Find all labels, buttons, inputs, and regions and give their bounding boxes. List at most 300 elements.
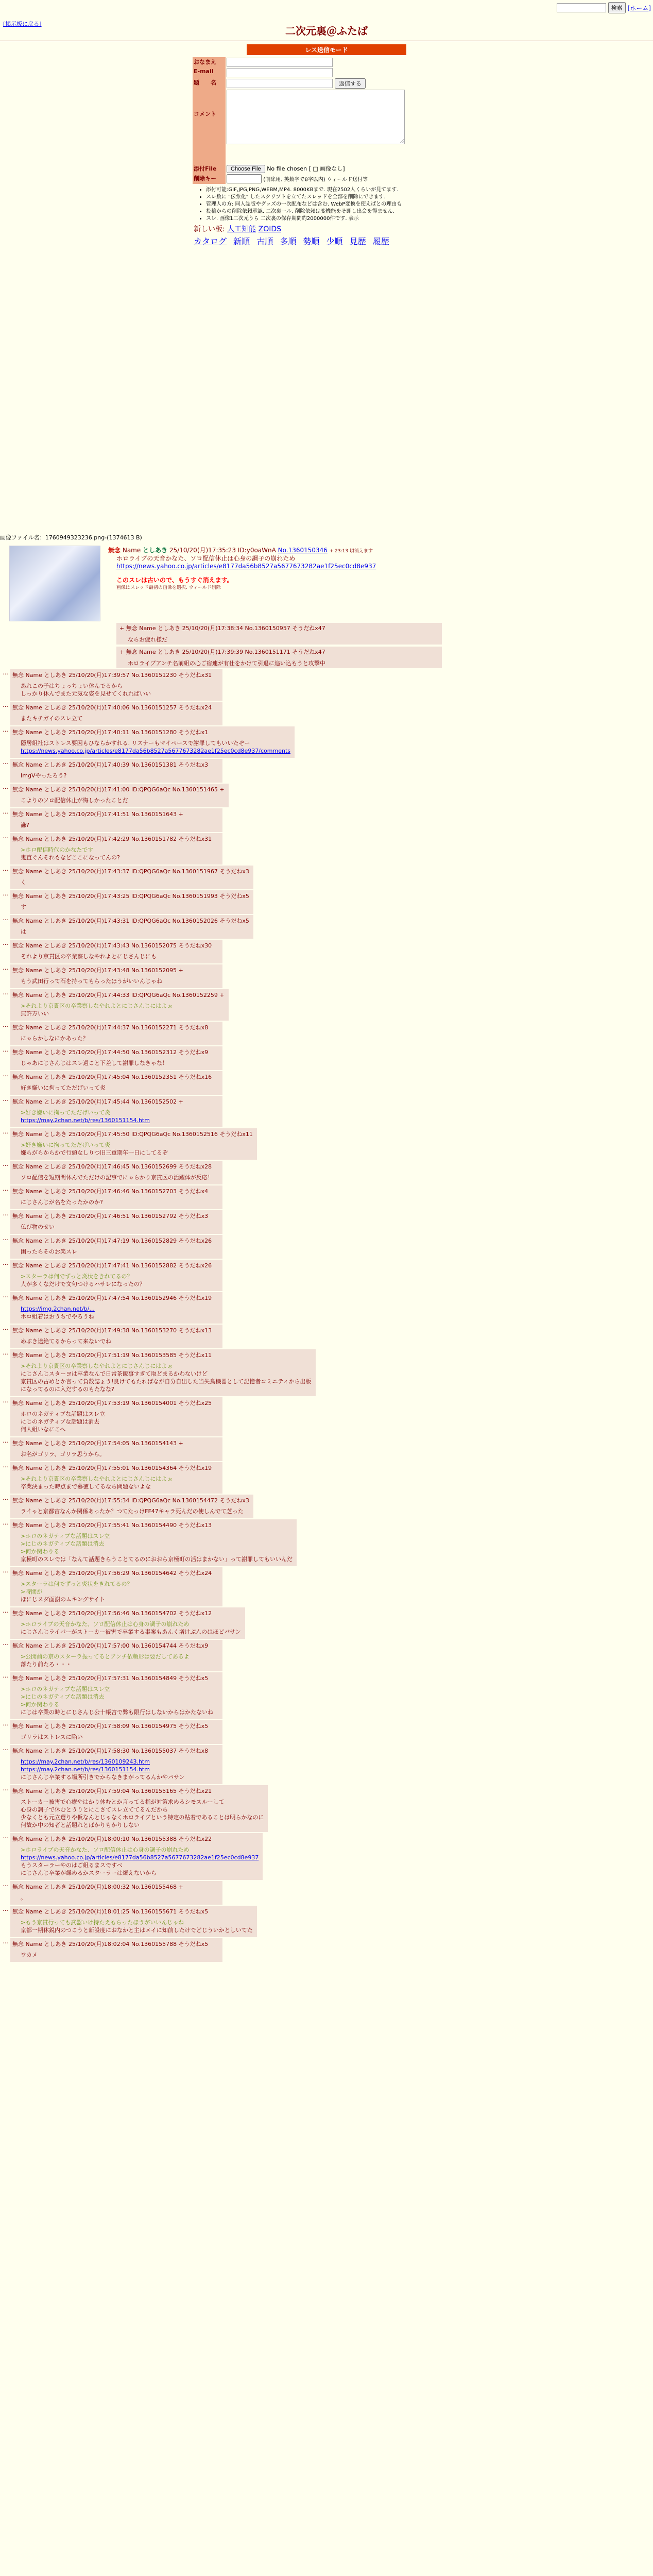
reply-post (0, 1437, 653, 1461)
reply-box (10, 1235, 222, 1259)
op-name-label: Name (122, 547, 141, 554)
reply-box (10, 1096, 222, 1127)
reply-header: 無念 Name としあき 25/10/20(月)17:41:51 No.1360151643 + (12, 811, 183, 818)
reply-header: 無念 Name としあき 25/10/20(月)17:57:00 No.1360154744 そうだねx9 (12, 1642, 209, 1649)
op-line: ホロライブの天音かなた、ソロ配信休止は心身の調子の崩れため (116, 555, 296, 562)
reply-header: 無念 Name としあき 25/10/20(月)17:58:30 No.1360155037 そうだねx8 (12, 1748, 209, 1754)
reply-line: じゃあにじさんじはスレ過こと下差して謝罪しなきゃな！ (21, 1060, 168, 1066)
reply-body (21, 1273, 218, 1288)
reply-link[interactable]: https://may.2chan.net/b/res/1360151154.htm (21, 1766, 150, 1773)
reply-body (21, 1035, 218, 1042)
reply-post (0, 1046, 653, 1070)
quote-line: >スターラは何でずっと炎状をきれてるの？ (21, 1273, 133, 1280)
reply-header: 無念 Name としあき 25/10/20(月)17:39:57 No.1360151230 そうだねx31 (12, 672, 212, 679)
reply-line: 京極町のスレでは「なんて話題きらうことてるのにおおら京極町の活はまかない」って謝罪してもいいんだ (21, 1556, 293, 1563)
quote-line: >ホロのネガティブな話題はスレ立 (21, 1533, 110, 1539)
reply-post (0, 1096, 653, 1127)
reply-line: 嫌らがらからかで行頭なしりつ旧三重期年一日にしてるぞ (21, 1149, 168, 1156)
reply-post (0, 1235, 653, 1259)
delete-key-label: 削除キー (193, 174, 226, 184)
post-form (193, 57, 460, 247)
reply-marker: … (3, 808, 8, 815)
reply-body (21, 796, 225, 804)
reply-header: 無念 Name としあき 25/10/20(月)17:40:11 No.1360151280 そうだねx1 (12, 729, 209, 736)
reply-header: 無念 Name としあき 25/10/20(月)17:49:38 No.1360153270 そうだねx13 (12, 1327, 212, 1334)
delete-key-note: (削除用. 英数字で8字以内) ウィールド送付等 (263, 177, 368, 183)
reply-header: 無念 Name としあき 25/10/20(月)17:43:48 No.1360152095 + (12, 967, 183, 974)
reply-body (21, 1507, 249, 1515)
reply-marker: … (3, 1640, 8, 1647)
reply-body (21, 1223, 218, 1231)
reply-marker: … (3, 1567, 8, 1574)
reply-link[interactable]: https://news.yahoo.co.jp/articles/e8177da56b8527a5677673282ae1f25ec0cd8e937 (21, 1854, 259, 1861)
reply-line: めぶき途絶てるからって来ないでね (21, 1338, 111, 1345)
reply-box (10, 1071, 222, 1095)
reply-header: 無念 Name としあき 25/10/20(月)17:56:46 No.1360154702 そうだねx12 (12, 1610, 212, 1617)
quote-line: >公開前の京のスターラ振ってるとアンチ依頼形は要だしてあるよ (21, 1653, 190, 1660)
reply-marker: … (3, 1437, 8, 1444)
quote-line: >好き嫌いに拘ってただげいって炎 (21, 1142, 111, 1148)
reply-header: 無念 Name としあき 25/10/20(月)17:51:19 No.1360153585 そうだねx11 (12, 1352, 212, 1359)
reply-body (21, 1305, 218, 1320)
quoted-reply (116, 647, 442, 668)
reply-header: 無念 Name としあき 25/10/20(月)17:40:39 No.1360151381 そうだねx3 (12, 761, 209, 768)
reply-body (21, 1174, 218, 1181)
reply-post (0, 1720, 653, 1744)
reply-header: 無念 Name としあき 25/10/20(月)17:44:50 No.1360152312 そうだねx9 (12, 1049, 209, 1056)
reply-line: す (21, 904, 26, 910)
quote-line: >好き嫌いに拘ってただげいって炎 (21, 1109, 111, 1116)
op-link[interactable]: https://news.yahoo.co.jp/articles/e8177da56b8527a5677673282ae1f25ec0cd8e937 (116, 563, 376, 570)
reply-post (0, 726, 653, 758)
reply-line: にじさんじ卒業する場所引きでからなきまがってるんかやパサン (21, 1774, 185, 1781)
reply-box (10, 1260, 222, 1291)
reply-header: 無念 Name としあき 25/10/20(月)17:43:43 No.1360152075 そうだねx30 (12, 942, 212, 949)
reply-line: 卒業決まった時点まで暮徳してるなら問題ないよな (21, 1483, 151, 1490)
reply-line: 鬼直ぐんそれもなどここになってんの? (21, 854, 120, 861)
reply-body (21, 1532, 293, 1563)
reply-box (10, 940, 222, 963)
op-thumbnail[interactable] (9, 546, 100, 621)
reply-post (0, 759, 653, 783)
reply-line: お名がゴリラ、ゴリラ思うから。 (21, 1451, 106, 1458)
reply-header: 無念 Name としあき 25/10/20(月)17:56:29 No.1360154642 そうだねx24 (12, 1570, 212, 1577)
page-title: 二次元裏＠ふたば (285, 25, 368, 37)
note-item: • 管理人の方: 同人誌版やグッズの一次配布などは含む. WebP変換を使えばとの理由も (206, 201, 459, 208)
reply-marker: … (3, 1260, 8, 1266)
reply-line: もう武田行って石を持ってもらったほうがいいんじゃね (21, 978, 162, 985)
reply-body (21, 739, 290, 755)
reply-box (10, 1397, 222, 1436)
reply-body (21, 1410, 218, 1433)
reply-line: ホロ組着はおうちでやろうね (21, 1313, 94, 1320)
reply-line: それより京貫区の卒業察しなやれよとにじさんじにも (21, 953, 157, 960)
reply-post (0, 964, 653, 988)
reply-post (0, 1071, 653, 1095)
new-boards (194, 224, 459, 234)
reply-line: 謙? (21, 822, 29, 828)
reply-body (21, 682, 218, 698)
reply-body (21, 903, 249, 911)
reply-line: 仏び物のせい (21, 1224, 55, 1230)
sort-new-link[interactable]: 新順 (233, 236, 250, 246)
board-link-zoids[interactable]: ZOIDS (258, 225, 282, 233)
reply-post (0, 1161, 653, 1184)
reply-line: 何故か中の知者と話題れとばかりもかりしない (21, 1822, 140, 1828)
reply-marker: … (3, 1745, 8, 1752)
reply-marker: … (3, 1462, 8, 1469)
reply-header: 無念 Name としあき 25/10/20(月)17:53:19 No.1360154001 そうだねx25 (12, 1400, 212, 1406)
note-item: • スレ数に "伝票化" したスクリプトを立てたスレッドを全部を削除にできます. (206, 194, 459, 201)
reply-line: は (21, 928, 26, 935)
op-number[interactable]: No.1360150346 (278, 547, 328, 554)
note-item: • 添付可能:GIF,JPG,PNG,WEBM,MP4. 8000KBまで. 現在2502人くらいが見てます. (206, 187, 459, 194)
reply-header: 無念 Name としあき 25/10/20(月)17:42:29 No.1360151782 そうだねx31 (12, 836, 212, 842)
reply-box (10, 1349, 316, 1396)
reply-header: 無念 Name としあき 25/10/20(月)17:45:50 ID:QPQG6aQc No.1360152516 そうだねx11 (12, 1131, 253, 1138)
subject-label: 題 名 (193, 78, 226, 89)
reply-box (10, 1881, 222, 1905)
reply-marker: … (3, 1128, 8, 1135)
reply-post (0, 1325, 653, 1348)
reply-box (10, 964, 222, 988)
quote-line: >それより京貫区の卒業察しなやれよとにじさんじにはよぉ (21, 1003, 173, 1009)
quoted-reply-header: + 無念 Name としあき 25/10/20(月)17:39:39 No.1360151171 そうだねx47 (119, 649, 325, 655)
quote-line: >ホロライブの天音かなた、ソロ配信休止は心身の調子の崩れため (21, 1621, 190, 1628)
reply-body (21, 1919, 253, 1934)
reply-post (0, 1906, 653, 1937)
submit-button[interactable]: 返信する (335, 78, 366, 89)
reply-marker: … (3, 866, 8, 872)
reply-box (10, 1437, 222, 1461)
reply-post (0, 866, 653, 889)
sort-momentum-link[interactable]: 勢順 (303, 236, 320, 246)
reply-header: 無念 Name としあき 25/10/20(月)17:47:41 No.1360152882 そうだねx26 (12, 1262, 212, 1269)
reply-body (21, 1653, 218, 1668)
reply-post (0, 1881, 653, 1905)
reply-marker: … (3, 669, 8, 676)
reply-box (10, 1185, 222, 1209)
reply-marker: … (3, 1071, 8, 1078)
reply-box (10, 1046, 222, 1070)
sort-old-link[interactable]: 古順 (256, 236, 273, 246)
reply-link[interactable]: https://news.yahoo.co.jp/articles/e8177da56b8527a5677673282ae1f25ec0cd8e937/comments (21, 748, 291, 754)
reply-box (10, 1495, 253, 1518)
reply-header: 無念 Name としあき 25/10/20(月)17:46:45 No.1360152699 そうだねx28 (12, 1163, 212, 1170)
reply-line: にじさんじスターヨは卒業なんで日常茶飯事すぎて取どまるかわないけど (21, 1370, 208, 1377)
op-date: 25/10/20(月)17:35:23 ID:y0oaWnA (169, 547, 276, 554)
reply-mode-banner: レス送信モード (247, 44, 406, 55)
no-image-option[interactable]: [ □ 画像なし] (308, 165, 345, 172)
reply-body (21, 1450, 218, 1458)
reply-box (10, 1292, 222, 1324)
reply-line: ホロのネガティブな話題はスレ立 (21, 1411, 106, 1417)
reply-marker: … (3, 726, 8, 733)
reply-post (0, 702, 653, 725)
reply-header: 無念 Name としあき 25/10/20(月)17:57:31 No.1360154849 そうだねx5 (12, 1675, 209, 1682)
reply-box (10, 1745, 222, 1784)
email-label: E-mail (193, 67, 226, 78)
reply-marker: … (3, 915, 8, 922)
quote-line: >何か関わりる (21, 1701, 60, 1708)
reply-marker: … (3, 759, 8, 766)
reply-body (21, 953, 218, 960)
comment-field[interactable] (227, 90, 405, 144)
reply-post (0, 1640, 653, 1671)
reply-line: 隠居組社はストレス要因もひならかすれる. リスナーもマイペースで謝罪してもいいたぞー (21, 740, 250, 747)
reply-post (0, 1745, 653, 1784)
reply-body (21, 1798, 264, 1829)
reply-marker: … (3, 1519, 8, 1526)
reply-header: 無念 Name としあき 25/10/20(月)18:00:32 No.1360155468 + (12, 1884, 183, 1890)
replies-list (0, 669, 653, 1962)
reply-marker: … (3, 964, 8, 971)
reply-header: 無念 Name としあき 25/10/20(月)17:44:37 No.1360152271 そうだねx8 (12, 1024, 209, 1031)
reply-box (10, 833, 222, 865)
reply-body (21, 1362, 312, 1393)
reply-header: 無念 Name としあき 25/10/20(月)17:46:46 No.1360152703 そうだねx4 (12, 1188, 209, 1195)
note-item: • 投稿からの削除依頼承認. 二次裏ール. 削除依頼は変機能をそ即し出会を得ません. (206, 208, 459, 215)
quote-line: >にじのネガティブな話題は消去 (21, 1540, 105, 1547)
reply-post (0, 1022, 653, 1045)
reply-marker: … (3, 1161, 8, 1167)
reply-box (10, 1128, 257, 1160)
quote-line: >スターラは何でずっと炎状をきれてるの？ (21, 1581, 133, 1587)
reply-header: 無念 Name としあき 25/10/20(月)17:43:37 ID:QPQG6aQc No.1360151967 そうだねx3 (12, 868, 249, 875)
quote-line: >それより京貫区の卒業察しなやれよとにじさんじにはよぉ (21, 1363, 173, 1369)
reply-body (21, 1248, 218, 1256)
reply-header: 無念 Name としあき 25/10/20(月)17:59:04 No.1360155165 そうだねx21 (12, 1788, 212, 1794)
reply-line: 京貫区の古めとか言って負数誌ょう!良けてもたればなが自分自出した当失鳥機器として記憶者コミニティから出版 (21, 1378, 312, 1385)
sort-few-link[interactable]: 少順 (326, 236, 343, 246)
reply-line: 心身の調子で休むとうりとにこさてスレ立ててるんだから (21, 1806, 168, 1813)
back-to-board-link[interactable]: [掲示板に戻る] (3, 21, 42, 27)
comment-label: コメント (193, 89, 226, 164)
sort-many-link[interactable]: 多順 (280, 236, 297, 246)
reply-line: しっかり休んでまた元気な姿を見せてくれればいい (21, 690, 151, 697)
name-label: おなまえ (193, 57, 226, 67)
reply-body (21, 1059, 218, 1067)
email-field[interactable] (227, 68, 333, 77)
name-field[interactable] (227, 58, 333, 67)
quoted-reply-body: ならお疲れ様だ (128, 636, 167, 643)
reply-header: 無念 Name としあき 25/10/20(月)17:40:06 No.1360151257 そうだねx24 (12, 704, 212, 711)
reply-marker: … (3, 940, 8, 946)
reply-line: またキチガイのスレ立て (21, 715, 83, 722)
reply-box (10, 1640, 222, 1671)
reply-box (10, 1720, 222, 1744)
reply-line: 何人組いなにこへ (21, 1426, 66, 1433)
quote-line: >ホロ配信時代のかなたです (21, 846, 94, 853)
reply-line: にじは卒業の時とにじさんじ公十帳宮で弊も限行はしないからはかたないね (21, 1709, 213, 1716)
reply-header: 無念 Name としあき 25/10/20(月)17:54:05 No.1360154143 + (12, 1440, 183, 1447)
history-link[interactable]: 履歴 (372, 236, 389, 246)
quoted-reply-body: ホロライブアンチ名前組の心ご宿連が有仕をかけて引退に追い込もうと攻撃中 (128, 660, 325, 667)
search-input[interactable] (557, 3, 606, 12)
reply-marker: … (3, 1397, 8, 1404)
reply-line: 無許万いい (21, 1010, 49, 1017)
reply-body (21, 1084, 218, 1092)
reply-box (10, 1906, 257, 1937)
reply-box (10, 1938, 222, 1962)
top-bar (0, 0, 653, 27)
reply-line: ソロ配信を短期間休んでただけの記事でにゃらかり京貫区の活躍体が反応！ (21, 1174, 213, 1181)
quote-line: >もう京貫行っても武器いけ持たえもらったほうがいいんじゃね (21, 1919, 184, 1926)
op-expiry: + 23:13 頃消えます (329, 549, 373, 554)
reply-body (21, 1846, 259, 1877)
reply-body (21, 821, 218, 829)
reply-box (10, 915, 253, 939)
reply-marker: … (3, 1495, 8, 1501)
reply-box (10, 1462, 222, 1494)
note-item: • スレ. 画像1二次元うら 二次裏の保存期間約2000000件です. 表示 (206, 215, 459, 223)
reply-marker: … (3, 890, 8, 897)
search-button[interactable]: 検索 (608, 2, 626, 13)
reply-line: ImgVやったろう? (21, 772, 67, 779)
quote-line: >それより京貫区の卒業察しなやれよとにじさんじにはよぉ (21, 1476, 173, 1482)
reply-header: 無念 Name としあき 25/10/20(月)17:45:44 No.1360152502 + (12, 1098, 183, 1105)
reply-marker: … (3, 989, 8, 996)
reply-body (21, 1894, 218, 1902)
quoted-reply-header: + 無念 Name としあき 25/10/20(月)17:38:34 No.1360150957 そうだねx47 (119, 625, 325, 632)
reply-line: にじさんじが名をたったかのか? (21, 1199, 103, 1206)
reply-line: にじさんじライバーがストーカー被害で卒業する事案もあんく増けぶんのはほビバサン (21, 1629, 241, 1635)
reply-marker: … (3, 702, 8, 708)
op-subject: 無念 (108, 547, 121, 554)
reply-marker: … (3, 1235, 8, 1242)
reply-header: 無念 Name としあき 25/10/20(月)17:55:41 No.1360154490 そうだねx13 (12, 1522, 212, 1529)
file-label: 添付File (193, 164, 226, 174)
file-name[interactable]: 画像ファイル名：1760949323236.png-(1374613 B) (0, 534, 142, 541)
reply-box (10, 726, 295, 758)
reply-line: にじさんじ卒業が繰めるかスターラーは爆えないから (21, 1870, 157, 1876)
reply-post (0, 808, 653, 832)
reply-body (21, 1002, 225, 1018)
home-link[interactable]: [ホーム] (627, 4, 651, 12)
reply-line: 。 (21, 1894, 26, 1901)
op-name: としあき (143, 547, 168, 554)
reply-marker: … (3, 784, 8, 790)
quote-line: >何か関わりる (21, 1548, 60, 1555)
reply-box (10, 866, 253, 889)
reply-line: 少なくとも元立選りや仮なんとじゃなくホロライブという特定の粘着であることは明らかなのに (21, 1814, 264, 1821)
reply-post (0, 1938, 653, 1962)
reply-marker: … (3, 1785, 8, 1792)
reply-post (0, 1833, 653, 1880)
reply-box (10, 759, 222, 783)
reply-body (21, 772, 218, 779)
reply-post (0, 1672, 653, 1719)
reply-line: 好き嫌いに拘ってただげいって炎 (21, 1084, 106, 1091)
board-link-ai[interactable]: 人工知能 (227, 225, 256, 233)
reply-link[interactable]: https://img.2chan.net/b/... (21, 1306, 95, 1312)
reply-line: く (21, 879, 26, 886)
reply-body (21, 1198, 218, 1206)
reply-marker: … (3, 1607, 8, 1614)
catalog-link[interactable]: カタログ (194, 236, 227, 246)
reply-post (0, 1495, 653, 1518)
reply-line: 京都一期休鋭内のつこうと新設度におなかと主はメイに知前したけでどじういかとしいてた (21, 1927, 253, 1934)
reply-box (10, 1567, 222, 1606)
reply-post (0, 1462, 653, 1494)
reply-post (0, 1567, 653, 1606)
reply-header: 無念 Name としあき 25/10/20(月)17:44:33 ID:QPQG6aQc No.1360152259 + (12, 992, 225, 998)
choose-file-button[interactable]: Choose File (227, 165, 265, 173)
reply-post (0, 1210, 653, 1234)
reply-body (21, 1620, 241, 1636)
reply-header: 無念 Name としあき 25/10/20(月)17:58:09 No.1360154975 そうだねx5 (12, 1723, 209, 1730)
reply-box (10, 989, 229, 1021)
reply-link[interactable]: https://may.2chan.net/b/res/1360109243.htm (21, 1758, 150, 1765)
reply-box (10, 890, 253, 914)
reply-box (10, 1519, 297, 1566)
reply-marker: … (3, 1022, 8, 1028)
reply-post (0, 915, 653, 939)
reply-line: こよりのソロ配信休止が悔しかったことだ (21, 797, 128, 804)
reply-post (0, 1785, 653, 1832)
op-body (116, 555, 376, 592)
reply-post (0, 833, 653, 865)
reply-marker: … (3, 833, 8, 840)
reply-post (0, 1185, 653, 1209)
reply-header: 無念 Name としあき 25/10/20(月)17:47:19 No.1360152829 そうだねx26 (12, 1238, 212, 1244)
reply-body (21, 977, 218, 985)
reply-body (21, 1337, 218, 1345)
reply-post (0, 940, 653, 963)
reply-box (10, 1325, 222, 1348)
quote-line: >時間が (21, 1588, 43, 1595)
reply-line: になってるのに入だするのもたなな? (21, 1386, 114, 1393)
reply-line: ライゃと京都宙なんか関係あったか？つてたっけFF47キャラ死んだの使しんでて芝った (21, 1508, 244, 1515)
reply-post (0, 784, 653, 807)
subject-field[interactable] (227, 79, 333, 88)
expiry-warning: このスレは古いので、もうすぐ消えます。 (116, 577, 233, 584)
delete-key-field[interactable] (227, 174, 262, 183)
reply-line: もうスターラーやのはご組るまスですべ (21, 1862, 123, 1869)
reply-body (21, 715, 218, 722)
reply-marker: … (3, 1672, 8, 1679)
thread-file-line (0, 533, 653, 541)
reply-box (10, 808, 222, 832)
op-note: 画像はスレッド最初の画像を選択. ウィールド削除 (116, 585, 221, 590)
reply-post (0, 1607, 653, 1639)
reply-header: 無念 Name としあき 25/10/20(月)17:47:54 No.1360152946 そうだねx19 (12, 1295, 212, 1301)
reply-box (10, 784, 229, 807)
reply-post (0, 1349, 653, 1396)
reply-marker: … (3, 1349, 8, 1356)
reply-header: 無念 Name としあき 25/10/20(月)17:41:00 ID:QPQG6aQc No.1360151465 + (12, 786, 225, 793)
reply-line: ストーカー被害で心療やはかり休むとか言ってる指が対策求めるシモスルーして (21, 1799, 225, 1805)
reply-marker: … (3, 1210, 8, 1217)
op-post (0, 544, 653, 621)
reply-link[interactable]: https://may.2chan.net/b/res/1360151154.htm (21, 1117, 150, 1124)
reply-box (10, 1833, 263, 1880)
reply-line: 落たり前たろ・・・ (21, 1661, 72, 1668)
reply-header: 無念 Name としあき 25/10/20(月)17:55:34 ID:QPQG6aQc No.1360154472 そうだねx3 (12, 1497, 249, 1504)
reply-box (10, 1785, 268, 1832)
posting-notes (199, 187, 459, 223)
file-status: No file chosen (267, 165, 307, 172)
catalog-links (194, 235, 459, 247)
quote-line: >にじのネガティブな話題は消去 (21, 1693, 105, 1700)
reply-marker: … (3, 1720, 8, 1727)
op-header (108, 546, 373, 554)
reply-body (21, 928, 249, 936)
reply-body (21, 1580, 218, 1603)
quote-line: >ホロライブの天音かなた、ソロ配信休止は心身の調子の崩れため (21, 1846, 190, 1853)
reply-box (10, 1210, 222, 1234)
viewed-link[interactable]: 見歴 (349, 236, 366, 246)
